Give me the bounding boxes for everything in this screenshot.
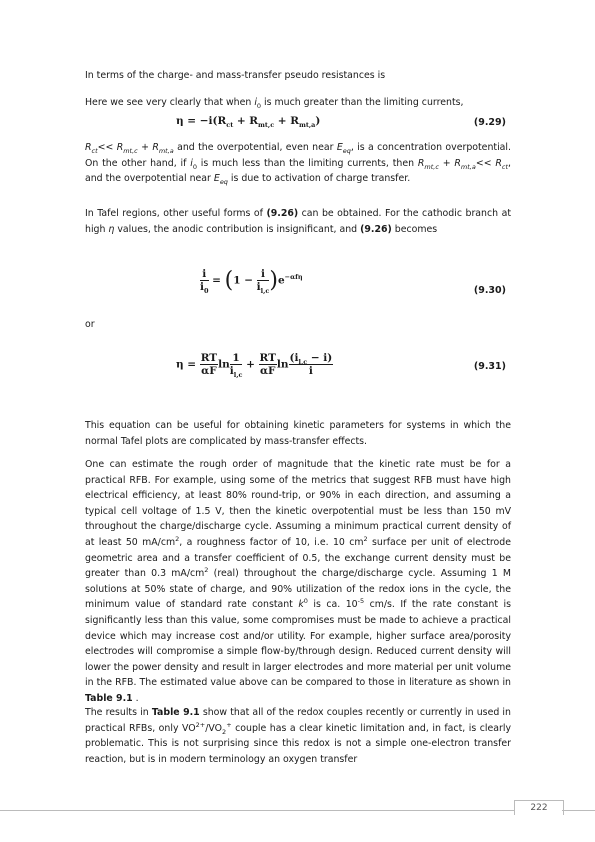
- paragraph-intro: In terms of the charge- and mass-transfer pseudo resistances is: [85, 70, 386, 81]
- paragraph-results: The results in Table 9.1 show that all of the redox couples recently or currently in used in practical RFBs, only $VO^{2+}/VO_2^+$ couple has a clear kinetic limitation and, in fact, is clearly problematic. This is not surprising since this redox is not a simple one-electron transfer reaction, but is in modern terminology an oxygen transfer: [85, 707, 512, 765]
- equation-9-29: $\eta = -i(R_{ct} + R_{mt,c} + R_{mt,a})$: [176, 115, 321, 130]
- equation-9-30: $\frac{i}{i_0}$ = (1 − $\frac{i}{i_{l,c}}$ )$e^{-\alpha f\eta}$: [200, 268, 303, 296]
- fraction-rt-over-af-1: $\frac{RT}{\alpha F}$: [200, 352, 218, 377]
- fraction-ilc-minus-i-over-i: $\frac{(i_{l,c} - i)}{i}$: [289, 352, 333, 377]
- equation-number-9-31: (9.31): [473, 361, 506, 372]
- paragraph-resistances: $R_{ct}<< R_{mt,c} + R_{mt,a}$ and the overpotential, even near $E_{eq}$, is a concentration overpotential. On the other hand, if $i_0$ is much less than the limiting currents, then $R_{mt,c} + R_{mt,a}<< R_{ct}$, and the overpotential near $E_{eq}$ is due to activation of charge transfer.: [85, 142, 511, 187]
- fraction-i-over-i0: $\frac{i}{i_0}$: [200, 268, 209, 296]
- equation-9-31: η = $\frac{RT}{\alpha F}$ ln $\frac{1}{i_{l,c}}$ + $\frac{RT}{\alpha F}$ ln $\frac{(i_{l,c} - i)}{i}$: [176, 352, 333, 380]
- equation-number-9-30: (9.30): [473, 285, 506, 296]
- equation-number-9-29: (9.29): [473, 117, 506, 128]
- footer-rule-right: [562, 810, 595, 811]
- paragraph-tafel: In Tafel regions, other useful forms of (9.26) can be obtained. For the cathodic branch at high η values, the anodic contribution is insignificant, and (9.26) becomes: [85, 208, 511, 235]
- page-number: 222: [514, 800, 564, 815]
- paragraph-kinetic-parameters: This equation can be useful for obtaining kinetic parameters for systems in which the normal Tafel plots are complicated by mass-transfer effects.: [85, 420, 511, 447]
- paragraph-when-i0: Here we see very clearly that when $i_0$ is much greater than the limiting currents,: [85, 97, 464, 110]
- fraction-rt-over-af-2: $\frac{RT}{\alpha F}$: [259, 352, 276, 377]
- paragraph-rate-estimate: One can estimate the rough order of magnitude that the kinetic rate must be for a practical RFB. For example, using some of the metrics that suggest RFB must have high electrical efficiency, at least 80% round-trip, or 90% in each direction, and assuming a typical cell voltage of 1.5 V, then the kinetic overpotential must be less than 150 mV throughout the charge/discharge cycle. Assuming a minimum practical current density of at least 50 $mA/cm^2$, a roughness factor of 10, i.e. 10 $cm^2$ surface per unit of electrode geometric area and a transfer coefficient of 0.5, the exchange current density must be greater than 0.3 $mA/cm^2$ (real) throughout the charge/discharge cycle. Assuming 1 M solutions at 50% state of charge, and 90% utilization of the redox ions in the cycle, the minimum value of standard rate constant $k^0$ is ca. $10^{-5}$ cm/s. If the rate constant is significantly less than this value, some compromises must be made to achieve a practical device which may increase cost and/or utility. For example, higher surface area/porosity electrodes will compromise a simple flow-by/through design. Reduced current density will lower the power density and result in larger electrodes and more material per unit volume in the RFB. The estimated value above can be compared to those in literature as shown in Table 9.1 .: [85, 459, 512, 704]
- fraction-1-over-ilc: $\frac{1}{i_{l,c}}$: [229, 352, 243, 380]
- fraction-i-over-ilc: $\frac{i}{i_{l,c}}$: [256, 268, 270, 296]
- connector-or: or: [85, 319, 95, 330]
- footer-rule: [0, 810, 514, 811]
